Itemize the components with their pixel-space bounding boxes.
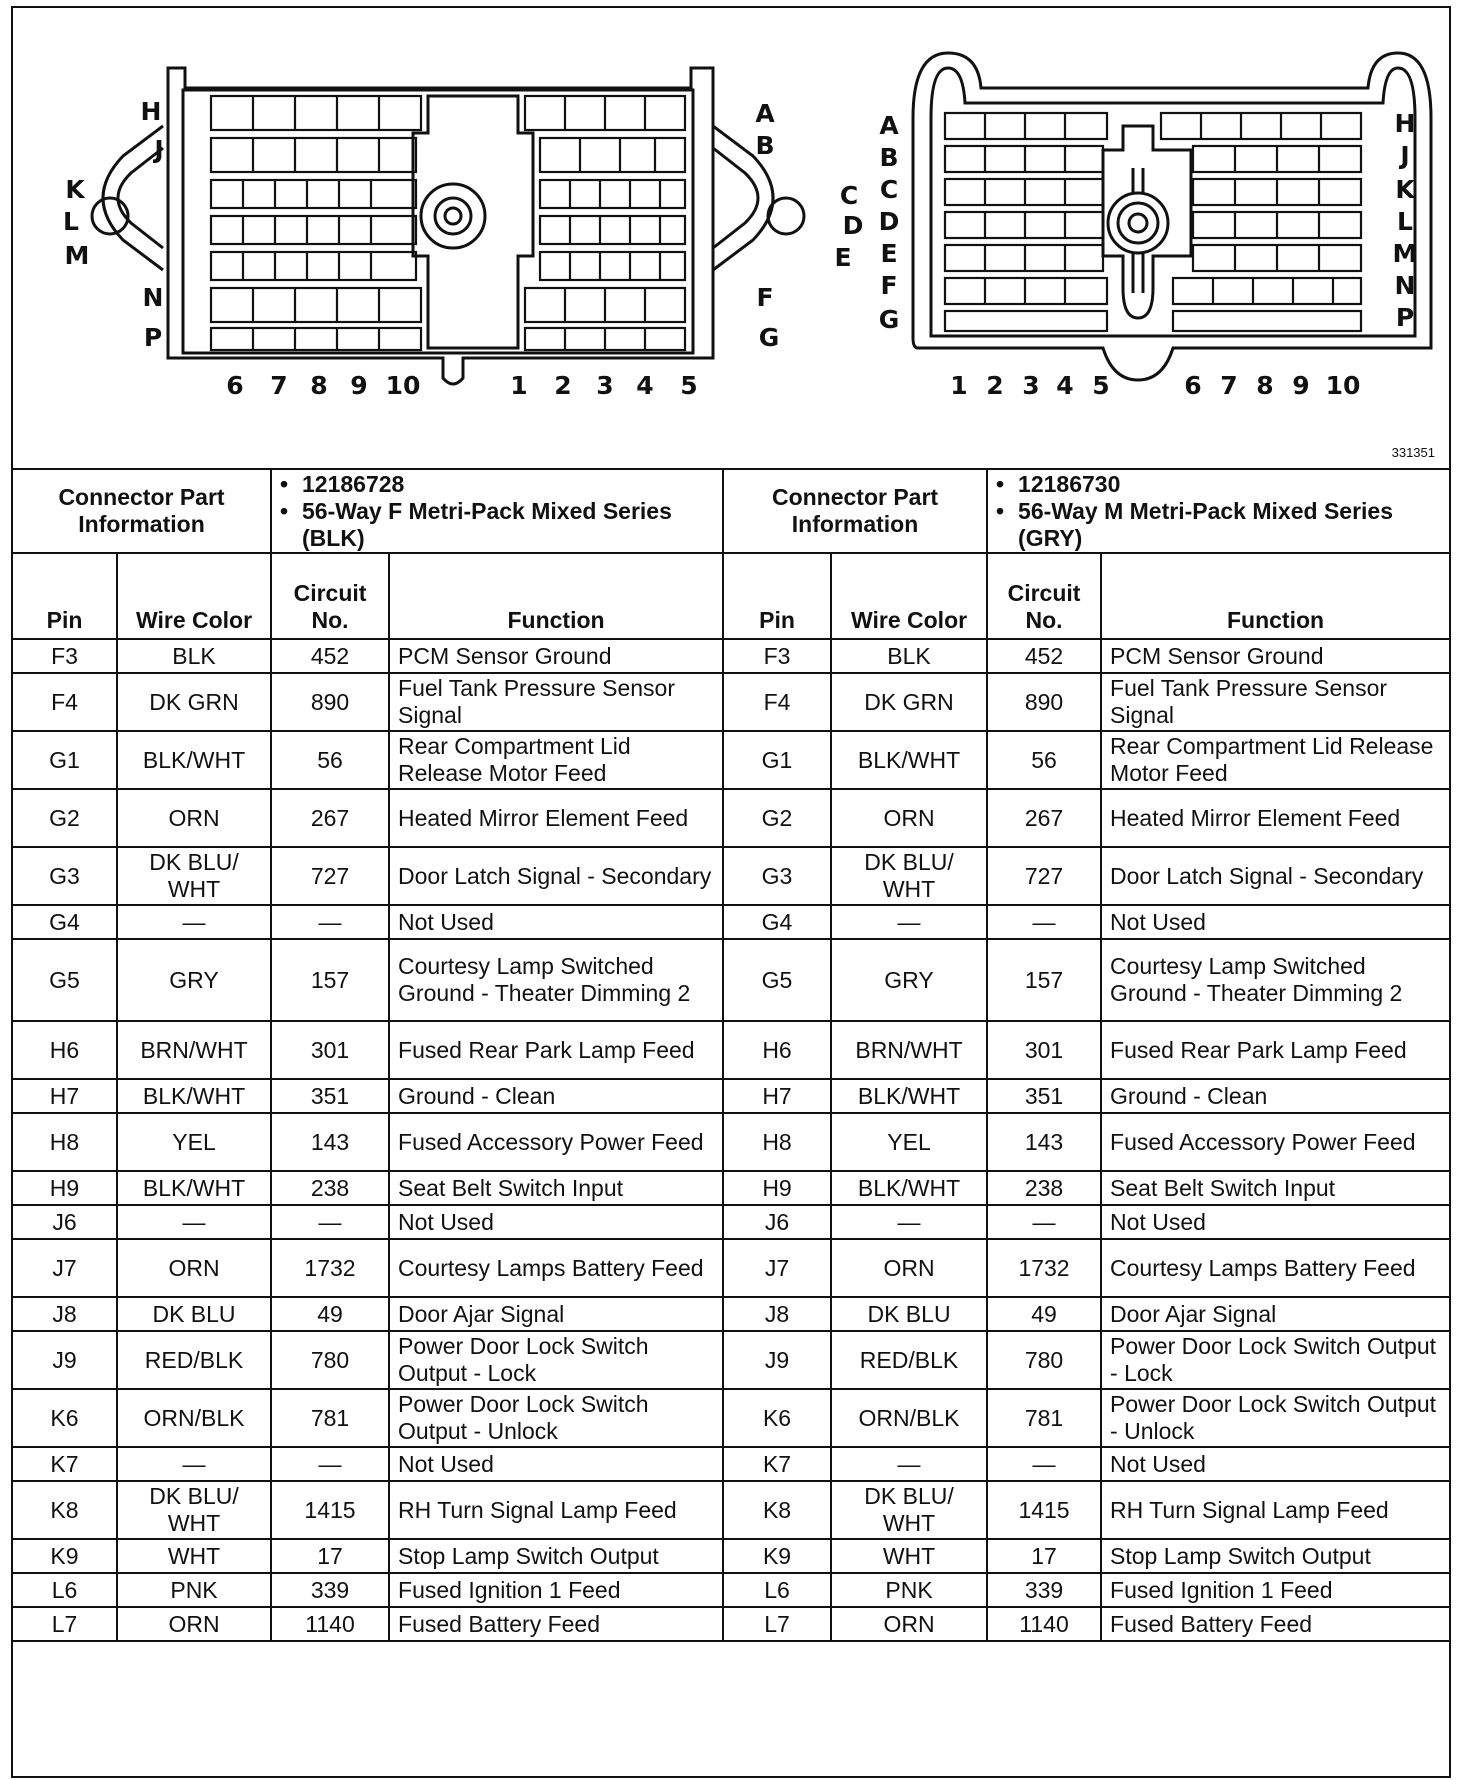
circuit-no-cell: 727 [987,847,1101,905]
circuit-no-cell: 1140 [987,1607,1101,1641]
pin-cell: G5 [13,939,117,1021]
right-conn-row-L: L [1397,207,1413,236]
wire-color-cell: BLK/WHT [831,1171,987,1205]
right-conn-row-M: M [1392,239,1418,268]
function-cell: Rear Compartment Lid Release Motor Feed [1101,731,1449,789]
pin-cell: K8 [723,1481,831,1539]
function-cell: Fused Battery Feed [1101,1607,1449,1641]
circuit-no-cell: 781 [271,1389,389,1447]
pin-cell: G5 [723,939,831,1021]
header-circuit-no-left: Circuit No. [271,553,389,639]
pin-cell: H7 [723,1079,831,1113]
pin-cell: H7 [13,1079,117,1113]
pin-cell: K7 [13,1447,117,1481]
table-row [13,1481,1449,1539]
left-conn-row-B: B [755,131,775,160]
connector-description-right: • 56-Way M Metri-Pack Mixed Series (GRY) [1018,498,1441,552]
circuit-no-cell: 17 [987,1539,1101,1573]
connector-sheet [11,6,1451,1778]
right-conn-col-4: 4 [1056,371,1074,400]
right-conn-col-3: 3 [1022,371,1040,400]
pin-cell: J7 [13,1239,117,1297]
function-cell: RH Turn Signal Lamp Feed [389,1481,723,1539]
circuit-no-cell: 267 [271,789,389,847]
wire-color-cell: BLK [117,639,271,673]
connector-description-left: • 56-Way F Metri-Pack Mixed Series (BLK) [302,498,714,552]
right-conn-row-G: G [878,305,900,334]
pin-cell: F4 [13,673,117,731]
function-cell: Door Ajar Signal [389,1297,723,1331]
circuit-no-cell: 1140 [271,1607,389,1641]
circuit-no-cell: 56 [271,731,389,789]
pin-cell: H8 [13,1113,117,1171]
function-cell: Ground - Clean [1101,1079,1449,1113]
wire-color-cell: — [831,1447,987,1481]
right-conn-row-P: P [1395,303,1415,332]
circuit-no-cell: 780 [271,1331,389,1389]
pin-cell: K9 [723,1539,831,1573]
function-cell: Fused Accessory Power Feed [389,1113,723,1171]
wire-color-cell: ORN [117,789,271,847]
right-conn-row-A: A [879,111,899,140]
right-conn-col-8: 8 [1256,371,1274,400]
wire-color-cell: BLK/WHT [117,1079,271,1113]
left-conn-col-1: 1 [510,371,528,400]
wire-color-cell: DK BLU/ WHT [117,1481,271,1539]
pin-cell: G4 [13,905,117,939]
pin-cell: H9 [13,1171,117,1205]
table-row [13,789,1449,847]
table-row [13,1389,1449,1447]
circuit-no-cell: — [987,1205,1101,1239]
wire-color-cell: BLK/WHT [831,1079,987,1113]
right-conn-col-5: 5 [1092,371,1110,400]
wire-color-cell: — [117,1447,271,1481]
pin-cell: G2 [13,789,117,847]
function-cell: Fused Ignition 1 Feed [389,1573,723,1607]
right-conn-row-B: B [879,143,899,172]
function-cell: Fuel Tank Pressure Sensor Signal [389,673,723,731]
left-conn-row-D: D [842,211,864,240]
wire-color-cell: DK BLU/ WHT [117,847,271,905]
left-conn-col-10: 10 [385,371,421,400]
circuit-no-cell: 452 [987,639,1101,673]
function-cell: Not Used [389,905,723,939]
circuit-no-cell: 780 [987,1331,1101,1389]
wire-color-cell: ORN [831,1607,987,1641]
wire-color-cell: BLK/WHT [831,731,987,789]
pin-cell: K8 [13,1481,117,1539]
left-conn-col-2: 2 [554,371,572,400]
function-cell: Fused Ignition 1 Feed [1101,1573,1449,1607]
function-cell: Not Used [1101,905,1449,939]
wire-color-cell: — [117,1205,271,1239]
wire-color-cell: — [831,1205,987,1239]
connector-illustration [13,8,1449,468]
left-conn-row-F: F [756,283,774,312]
circuit-no-cell: 301 [271,1021,389,1079]
wire-color-cell: YEL [831,1113,987,1171]
table-row [13,731,1449,789]
pin-cell: H6 [723,1021,831,1079]
info-details-right [987,469,1449,553]
wire-color-cell: ORN [117,1607,271,1641]
left-conn-row-N: N [142,283,164,312]
wire-color-cell: PNK [117,1573,271,1607]
function-cell: Power Door Lock Switch Output - Lock [1101,1331,1449,1389]
right-conn-row-E: E [880,239,898,268]
wire-color-cell: BLK/WHT [117,731,271,789]
table-row [13,1205,1449,1239]
table-row [13,1079,1449,1113]
function-cell: Courtesy Lamps Battery Feed [1101,1239,1449,1297]
table-row [13,1607,1449,1641]
circuit-no-cell: 301 [987,1021,1101,1079]
function-cell: Not Used [1101,1447,1449,1481]
function-cell: Courtesy Lamp Switched Ground - Theater Dimming 2 [389,939,723,1021]
function-cell: Courtesy Lamps Battery Feed [389,1239,723,1297]
left-conn-row-E: E [834,243,852,272]
right-conn-col-6: 6 [1184,371,1202,400]
function-cell: Door Ajar Signal [1101,1297,1449,1331]
table-row [13,1297,1449,1331]
function-cell: Door Latch Signal - Secondary [389,847,723,905]
right-conn-row-H: H [1394,109,1416,138]
wire-color-cell: RED/BLK [831,1331,987,1389]
circuit-no-cell: 157 [987,939,1101,1021]
circuit-no-cell: 351 [987,1079,1101,1113]
function-cell: Fused Rear Park Lamp Feed [389,1021,723,1079]
right-conn-row-N: N [1394,271,1416,300]
pin-cell: H9 [723,1171,831,1205]
pin-cell: L6 [13,1573,117,1607]
pin-cell: K6 [723,1389,831,1447]
left-conn-row-J: J [154,135,164,164]
pin-cell: K7 [723,1447,831,1481]
pin-cell: F4 [723,673,831,731]
pinout-table [13,468,1449,1642]
wire-color-cell: RED/BLK [117,1331,271,1389]
circuit-no-cell: 890 [987,673,1101,731]
left-connector-drawing [92,68,804,384]
left-conn-row-M: M [64,241,90,270]
wire-color-cell: PNK [831,1573,987,1607]
wire-color-cell: ORN [117,1239,271,1297]
left-conn-col-6: 6 [226,371,244,400]
pin-cell: G2 [723,789,831,847]
pin-cell: K9 [13,1539,117,1573]
left-conn-row-G: G [758,323,780,352]
pin-cell: F3 [13,639,117,673]
table-row [13,673,1449,731]
pin-cell: J6 [723,1205,831,1239]
function-cell: Not Used [1101,1205,1449,1239]
circuit-no-cell: 452 [271,639,389,673]
table-row [13,1113,1449,1171]
wire-color-cell: BLK/WHT [117,1171,271,1205]
pin-cell: L7 [723,1607,831,1641]
left-conn-col-4: 4 [636,371,654,400]
left-conn-col-9: 9 [350,371,368,400]
function-cell: Heated Mirror Element Feed [389,789,723,847]
right-conn-row-J: J [1400,141,1410,170]
wire-color-cell: DK BLU [831,1297,987,1331]
circuit-no-cell: 49 [987,1297,1101,1331]
circuit-no-cell: — [271,1447,389,1481]
circuit-no-cell: 1732 [271,1239,389,1297]
wire-color-cell: DK GRN [117,673,271,731]
header-pin-right: Pin [723,553,831,639]
part-number-left: • 12186728 [302,471,714,498]
circuit-no-cell: 339 [987,1573,1101,1607]
function-cell: Stop Lamp Switch Output [1101,1539,1449,1573]
info-label-left: Connector Part Information [13,469,271,553]
circuit-no-cell: 143 [271,1113,389,1171]
pin-cell: G3 [13,847,117,905]
wire-color-cell: BRN/WHT [831,1021,987,1079]
circuit-no-cell: 238 [271,1171,389,1205]
wire-color-cell: ORN/BLK [117,1389,271,1447]
table-row [13,939,1449,1021]
circuit-no-cell: — [987,1447,1101,1481]
right-conn-col-2: 2 [986,371,1004,400]
left-conn-row-H: H [140,97,162,126]
right-conn-col-10: 10 [1325,371,1361,400]
circuit-no-cell: 1732 [987,1239,1101,1297]
function-cell: Ground - Clean [389,1079,723,1113]
wire-color-cell: GRY [831,939,987,1021]
circuit-no-cell: — [271,905,389,939]
left-conn-row-K: K [65,175,85,204]
left-conn-col-8: 8 [310,371,328,400]
header-function-right: Function [1101,553,1449,639]
function-cell: Not Used [389,1447,723,1481]
left-conn-col-3: 3 [596,371,614,400]
wire-color-cell: DK BLU/ WHT [831,847,987,905]
circuit-no-cell: 49 [271,1297,389,1331]
pin-cell: J8 [13,1297,117,1331]
function-cell: Fused Battery Feed [389,1607,723,1641]
table-row [13,1239,1449,1297]
wire-color-cell: BRN/WHT [117,1021,271,1079]
function-cell: Fuel Tank Pressure Sensor Signal [1101,673,1449,731]
circuit-no-cell: 143 [987,1113,1101,1171]
header-pin-left: Pin [13,553,117,639]
circuit-no-cell: 1415 [987,1481,1101,1539]
left-conn-row-C: C [839,181,859,210]
right-conn-row-D: D [878,207,900,236]
circuit-no-cell: 727 [271,847,389,905]
wire-color-cell: YEL [117,1113,271,1171]
table-row [13,847,1449,905]
table-row [13,1447,1449,1481]
wire-color-cell: ORN [831,789,987,847]
function-cell: Rear Compartment Lid Release Motor Feed [389,731,723,789]
function-cell: Heated Mirror Element Feed [1101,789,1449,847]
wire-color-cell: — [117,905,271,939]
function-cell: Power Door Lock Switch Output - Unlock [1101,1389,1449,1447]
circuit-no-cell: 17 [271,1539,389,1573]
wire-color-cell: DK GRN [831,673,987,731]
info-label-right: Connector Part Information [723,469,987,553]
pin-cell: H6 [13,1021,117,1079]
circuit-no-cell: — [987,905,1101,939]
wire-color-cell: — [831,905,987,939]
right-conn-col-9: 9 [1292,371,1310,400]
right-conn-row-F: F [880,271,898,300]
column-header-row [13,553,1449,639]
function-cell: Not Used [389,1205,723,1239]
right-conn-row-K: K [1395,175,1415,204]
pin-cell: F3 [723,639,831,673]
function-cell: Power Door Lock Switch Output - Lock [389,1331,723,1389]
function-cell: Stop Lamp Switch Output [389,1539,723,1573]
table-row [13,1539,1449,1573]
pin-cell: H8 [723,1113,831,1171]
wire-color-cell: WHT [831,1539,987,1573]
table-row [13,1021,1449,1079]
pin-cell: J9 [723,1331,831,1389]
left-conn-row-P: P [143,323,163,352]
function-cell: Door Latch Signal - Secondary [1101,847,1449,905]
table-row [13,1573,1449,1607]
circuit-no-cell: — [271,1205,389,1239]
function-cell: Fused Accessory Power Feed [1101,1113,1449,1171]
part-number-right: • 12186730 [1018,471,1441,498]
left-conn-row-L: L [63,207,79,236]
circuit-no-cell: 781 [987,1389,1101,1447]
function-cell: Power Door Lock Switch Output - Unlock [389,1389,723,1447]
table-row [13,1331,1449,1389]
header-wire-color-right: Wire Color [831,553,987,639]
pin-cell: G1 [723,731,831,789]
left-conn-row-A: A [755,99,775,128]
function-cell: Seat Belt Switch Input [389,1171,723,1205]
wire-color-cell: BLK [831,639,987,673]
connector-diagram [13,8,1449,470]
function-cell: Courtesy Lamp Switched Ground - Theater Dimming 2 [1101,939,1449,1021]
header-circuit-no-right: Circuit No. [987,553,1101,639]
right-conn-col-1: 1 [950,371,968,400]
pin-cell: G4 [723,905,831,939]
pin-cell: G3 [723,847,831,905]
wire-color-cell: ORN/BLK [831,1389,987,1447]
wire-color-cell: WHT [117,1539,271,1573]
function-cell: PCM Sensor Ground [389,639,723,673]
table-row [13,905,1449,939]
connector-info-row [13,469,1449,553]
circuit-no-cell: 339 [271,1573,389,1607]
figure-id: 331351 [1391,445,1435,460]
pin-cell: L7 [13,1607,117,1641]
wire-color-cell: GRY [117,939,271,1021]
wire-color-cell: ORN [831,1239,987,1297]
table-row [13,1171,1449,1205]
left-conn-col-7: 7 [270,371,288,400]
circuit-no-cell: 890 [271,673,389,731]
pin-cell: K6 [13,1389,117,1447]
circuit-no-cell: 56 [987,731,1101,789]
header-wire-color-left: Wire Color [117,553,271,639]
function-cell: RH Turn Signal Lamp Feed [1101,1481,1449,1539]
function-cell: Fused Rear Park Lamp Feed [1101,1021,1449,1079]
circuit-no-cell: 267 [987,789,1101,847]
pin-cell: J9 [13,1331,117,1389]
wire-color-cell: DK BLU/ WHT [831,1481,987,1539]
circuit-no-cell: 1415 [271,1481,389,1539]
right-conn-row-C: C [879,175,899,204]
right-conn-col-7: 7 [1220,371,1238,400]
left-conn-col-5: 5 [680,371,698,400]
pin-cell: G1 [13,731,117,789]
pin-cell: J7 [723,1239,831,1297]
function-cell: Seat Belt Switch Input [1101,1171,1449,1205]
pin-cell: L6 [723,1573,831,1607]
info-details-left [271,469,723,553]
pin-cell: J8 [723,1297,831,1331]
header-function-left: Function [389,553,723,639]
wire-color-cell: DK BLU [117,1297,271,1331]
function-cell: PCM Sensor Ground [1101,639,1449,673]
circuit-no-cell: 238 [987,1171,1101,1205]
circuit-no-cell: 157 [271,939,389,1021]
pin-cell: J6 [13,1205,117,1239]
circuit-no-cell: 351 [271,1079,389,1113]
table-row [13,639,1449,673]
